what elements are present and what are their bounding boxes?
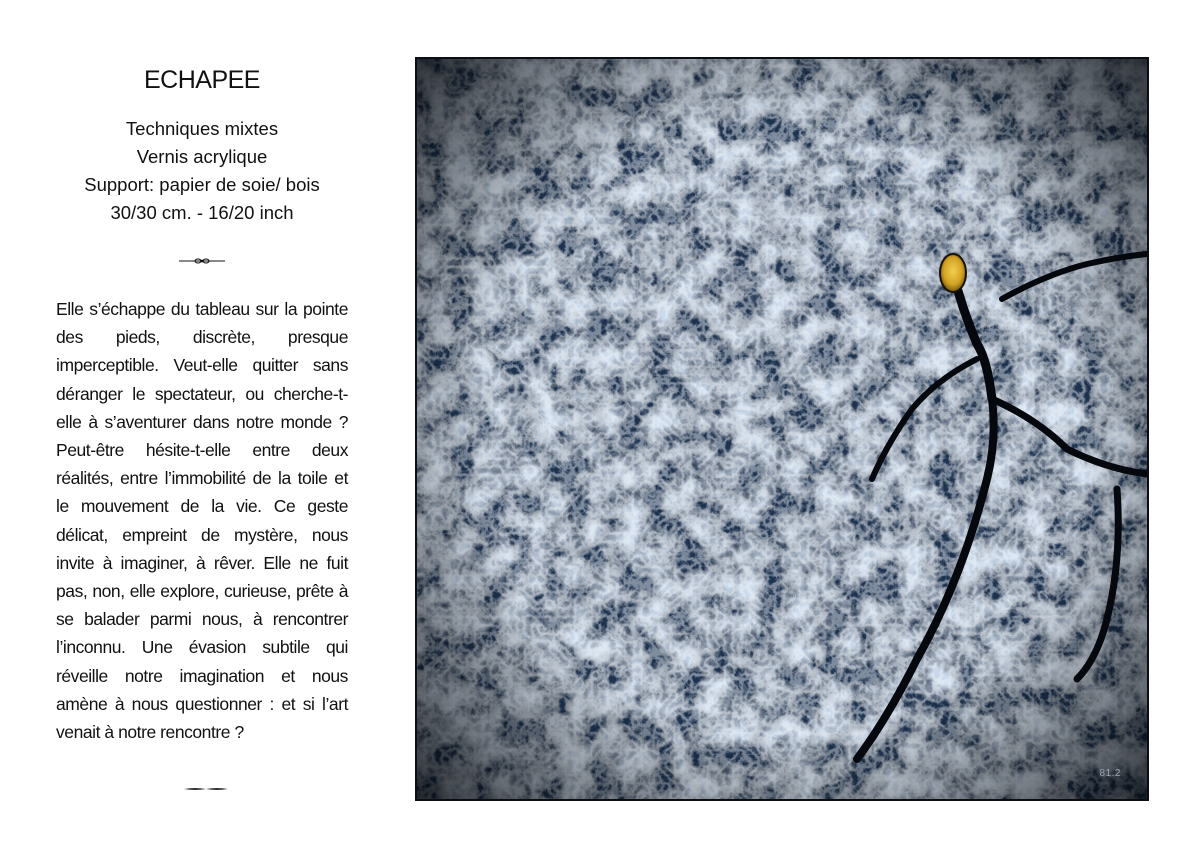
painting-canvas [417,59,1147,799]
divider-ornament-bottom-icon [184,786,228,792]
spec-support: Support: papier de soie/ bois [84,174,320,195]
spec-technique: Techniques mixtes [125,118,279,139]
figure-head [940,254,966,292]
text-column [56,60,348,764]
spec-dimensions: 30/30 cm. - 16/20 inch [110,202,294,223]
artwork-specs [56,115,348,227]
spec-varnish: Vernis acrylique [136,146,268,167]
divider-ornament-icon [179,257,225,265]
artwork-description: Elle s’échappe du tableau sur la pointe des pieds, discrète, presque imperceptible. Veut-elle quitter sans déranger le spectateur, ou cherche-t-elle à s’aventurer dans notre monde ? Peut-être hésite-t-elle entre deux réalités, entre l’immobilité de la toile et le mouvement de la vie. Ce geste délicat, empreint de mystère, nous invite à imaginer, à rêver. Elle ne fuit pas, non, elle explore, curieuse, prête à se balader parmi nous, à rencontrer l’inconnu. Une évasion subtile qui réveille notre imagination et nous amène à nous questionner : et si l’art venait à notre rencontre ? [56,299,348,743]
artwork-title: ECHAPEE [144,66,260,94]
artwork-image [415,57,1149,801]
artwork-code: 81.2 [1099,768,1121,779]
